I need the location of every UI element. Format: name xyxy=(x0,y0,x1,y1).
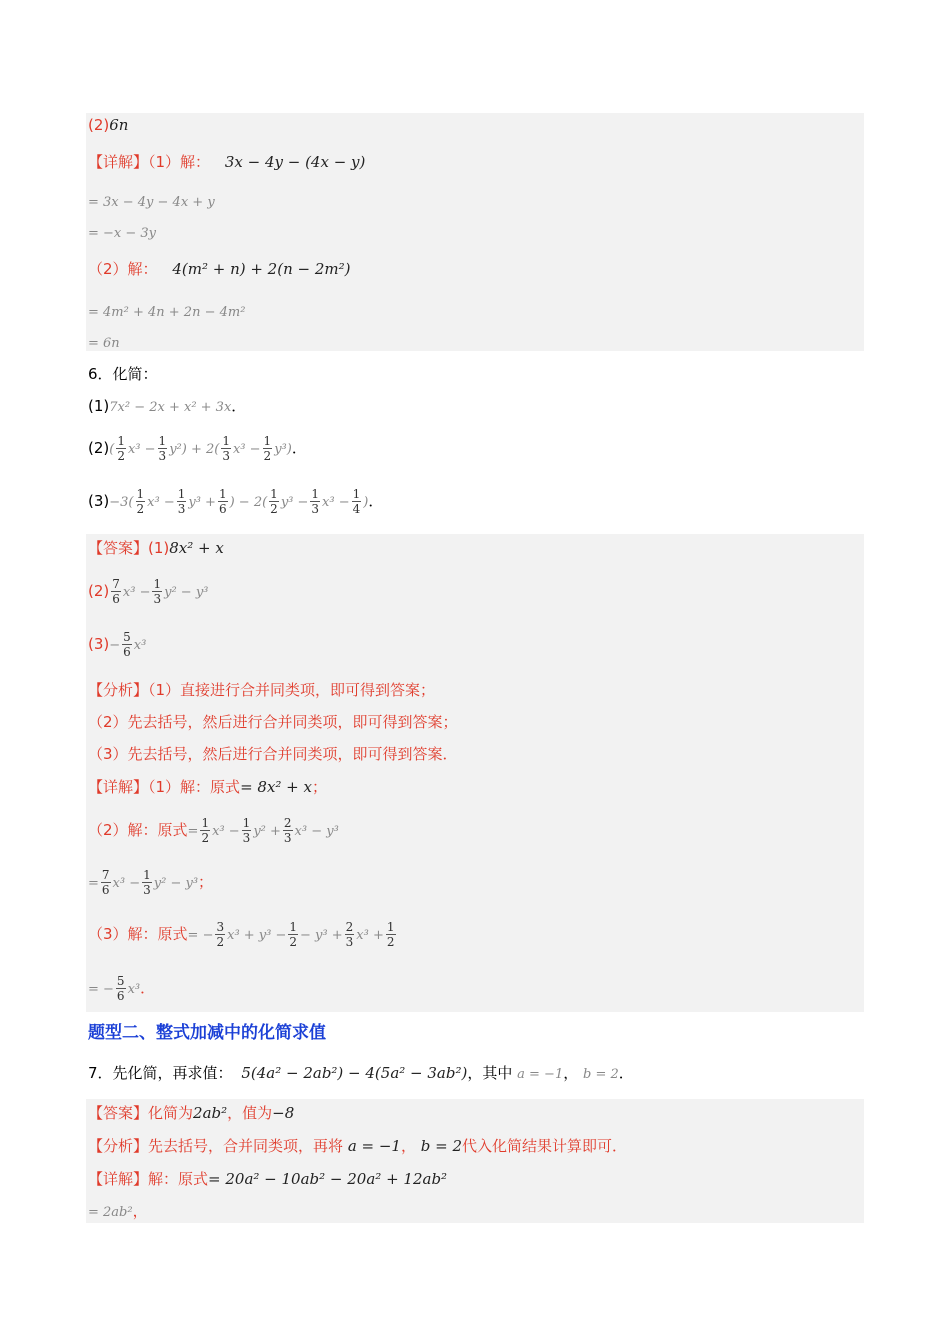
math-expr: = 20a² − 10ab² − 20a² + 12ab² xyxy=(208,1170,448,1188)
fraction: $\frac{1}{2}$ xyxy=(263,434,272,463)
detail-line-6 xyxy=(88,332,120,354)
label: (2) xyxy=(88,439,110,457)
fraction: $\frac{1}{2}$ xyxy=(386,920,395,949)
detail-line-5 xyxy=(88,301,245,323)
fraction: $\frac{5}{6}$ xyxy=(116,974,125,1003)
answer-text: 化简为 xyxy=(148,1104,194,1122)
detail-6-line-3: = $\frac{7}{6}$ x³ − $\frac{1}{3}$ y² − y³； xyxy=(88,868,214,897)
answer-7 xyxy=(88,1103,294,1123)
punct: ． xyxy=(231,397,247,415)
math-expr: = 2ab² xyxy=(88,1205,133,1220)
detail-6-line-1 xyxy=(88,777,327,797)
analysis-text: （1）直接进行合并同类项，即可得到答案； xyxy=(148,681,436,699)
fraction: $\frac{1}{2}$ xyxy=(117,434,125,463)
analysis-tag: 【分析】 xyxy=(88,1137,149,1155)
punct: ． xyxy=(291,439,307,457)
punct: ， xyxy=(400,1137,416,1155)
analysis-6-line-1 xyxy=(88,680,435,700)
question-text: 7．先化简，再求值： xyxy=(88,1064,233,1082)
question-6-part-3: (3)−3( $\frac{1}{2}$ x³ − $\frac{1}{3}$ y³ + $\frac{1}{6}$ ) − 2( $\frac{1}{2}$ y³ − $\frac{1}{3}$ x³ − $\frac{1}{4}$ )． xyxy=(88,487,384,516)
label: (3) xyxy=(88,492,110,510)
math-expr: 8x² + x xyxy=(169,539,224,557)
question-6-title xyxy=(88,364,158,384)
punct: ． xyxy=(618,1064,634,1082)
fraction: $\frac{7}{6}$ xyxy=(101,868,110,897)
math-expr: 4(m² + n) + 2(n − 2m²) xyxy=(172,260,351,278)
answer-6-line-3: (3)− $\frac{5}{6}$ x³ xyxy=(88,630,147,659)
answer-6-line-1 xyxy=(88,538,224,558)
detail-text: （2）解：原式 xyxy=(88,821,188,839)
fraction: $\frac{2}{3}$ xyxy=(283,816,292,845)
detail-6-line-2: （2）解：原式= $\frac{1}{2}$ x³ − $\frac{1}{3}$ y² + $\frac{2}{3}$ x³ − y³ xyxy=(88,816,339,845)
analysis-text: （2）先去括号，然后进行合并同类项，即可得到答案； xyxy=(88,713,458,731)
label: (1) xyxy=(148,539,170,557)
answer-part-2 xyxy=(88,115,128,135)
fraction: $\frac{1}{2}$ xyxy=(270,487,278,516)
math-expr: 7x² − 2x + x² + 3x xyxy=(109,400,232,415)
question-text: ，其中 xyxy=(467,1064,513,1082)
punct: ， xyxy=(132,1202,148,1220)
punct: ； xyxy=(311,778,327,796)
analysis-text: 先去括号，合并同类项，再将 xyxy=(148,1137,344,1155)
analysis-6-line-2 xyxy=(88,712,458,732)
fraction: $\frac{1}{2}$ xyxy=(136,487,145,516)
label: (1) xyxy=(88,397,110,415)
fraction: $\frac{1}{2}$ xyxy=(201,816,210,845)
detail-7-line-2 xyxy=(88,1201,148,1223)
section-title: 题型二、整式加减中的化简求值 xyxy=(88,1023,326,1043)
answer-tag: 【答案】 xyxy=(88,1104,149,1122)
math-expr: 6n xyxy=(109,116,129,134)
math-expr: = −x − 3y xyxy=(88,226,157,241)
analysis-6-line-3 xyxy=(88,744,458,764)
question-6-part-2: (2)( $\frac{1}{2}$ x³ − $\frac{1}{3}$ y²) + 2( $\frac{1}{3}$ x³ − $\frac{1}{2}$ y³)． xyxy=(88,434,307,463)
fraction: $\frac{1}{2}$ xyxy=(289,920,298,949)
detail-tag: 【详解】 xyxy=(88,153,149,171)
fraction: $\frac{7}{6}$ xyxy=(112,577,120,606)
analysis-text: （3）先去括号，然后进行合并同类项，即可得到答案． xyxy=(88,745,458,763)
answer-text: ，值为 xyxy=(227,1104,273,1122)
detail-text: 解：原式 xyxy=(148,1170,209,1188)
detail-tag: 【详解】 xyxy=(88,778,149,796)
math-expr: a = −1 xyxy=(517,1067,564,1082)
fraction: $\frac{1}{3}$ xyxy=(222,434,230,463)
detail-tag: 【详解】 xyxy=(88,1170,149,1188)
answer-6-line-2: (2) $\frac{7}{6}$ x³ − $\frac{1}{3}$ y² − y³ xyxy=(88,577,209,606)
punct: ； xyxy=(198,873,214,891)
detail-text: （3）解：原式 xyxy=(88,925,188,943)
analysis-tag: 【分析】 xyxy=(88,681,149,699)
math-expr: b = 2 xyxy=(583,1067,619,1082)
fraction: $\frac{1}{3}$ xyxy=(143,868,151,897)
punct: ． xyxy=(368,492,384,510)
detail-7 xyxy=(88,1169,447,1189)
question-7 xyxy=(88,1063,634,1085)
detail-line-3 xyxy=(88,222,156,244)
detail-text: （2）解： xyxy=(88,260,158,278)
detail-text: （1）解： xyxy=(148,153,211,171)
fraction: $\frac{3}{2}$ xyxy=(216,920,225,949)
punct: ． xyxy=(140,979,156,997)
label: (2) xyxy=(88,116,110,134)
label: (3) xyxy=(88,635,110,653)
math-expr: a = −1 xyxy=(347,1137,401,1155)
math-expr: = 8x² + x xyxy=(240,778,312,796)
detail-6-line-5: = − $\frac{5}{6}$ x³． xyxy=(88,974,156,1003)
detail-line-1 xyxy=(88,152,365,172)
fraction: $\frac{1}{6}$ xyxy=(218,487,227,516)
detail-6-line-4: （3）解：原式= − $\frac{3}{2}$ x³ + y³ − $\frac{1}{2}$ − y³ + $\frac{2}{3}$ x³ + $\frac{1}{2}$ xyxy=(88,920,395,949)
math-expr: = 6n xyxy=(88,336,120,351)
detail-line-4 xyxy=(88,259,350,279)
answer-tag: 【答案】 xyxy=(88,539,149,557)
fraction: $\frac{1}{3}$ xyxy=(177,487,186,516)
math-expr: −8 xyxy=(272,1104,295,1122)
fraction: $\frac{1}{3}$ xyxy=(311,487,320,516)
math-expr: = 3x − 4y − 4x + y xyxy=(88,195,215,210)
question-text: 6．化简： xyxy=(88,365,158,383)
math-expr: = 4m² + 4n + 2n − 4m² xyxy=(88,305,246,320)
section-heading xyxy=(88,1023,326,1043)
fraction: $\frac{1}{4}$ xyxy=(352,487,361,516)
detail-text: （1）解：原式 xyxy=(148,778,241,796)
label: (2) xyxy=(88,582,110,600)
question-6-part-1 xyxy=(88,396,246,418)
math-expr: 3x − 4y − (4x − y) xyxy=(224,153,366,171)
math-expr: b = 2 xyxy=(420,1137,463,1155)
fraction: $\frac{2}{3}$ xyxy=(345,920,354,949)
math-expr: 2ab² xyxy=(193,1104,228,1122)
punct: ， xyxy=(563,1064,579,1082)
fraction: $\frac{1}{3}$ xyxy=(153,577,162,606)
analysis-text: 代入化简结果计算即可． xyxy=(462,1137,628,1155)
detail-line-2 xyxy=(88,191,215,213)
analysis-7 xyxy=(88,1136,627,1156)
fraction: $\frac{5}{6}$ xyxy=(123,630,131,659)
fraction: $\frac{1}{3}$ xyxy=(158,434,167,463)
fraction: $\frac{1}{3}$ xyxy=(242,816,251,845)
math-expr: 5(4a² − 2ab²) − 4(5a² − 3ab²) xyxy=(241,1064,468,1082)
